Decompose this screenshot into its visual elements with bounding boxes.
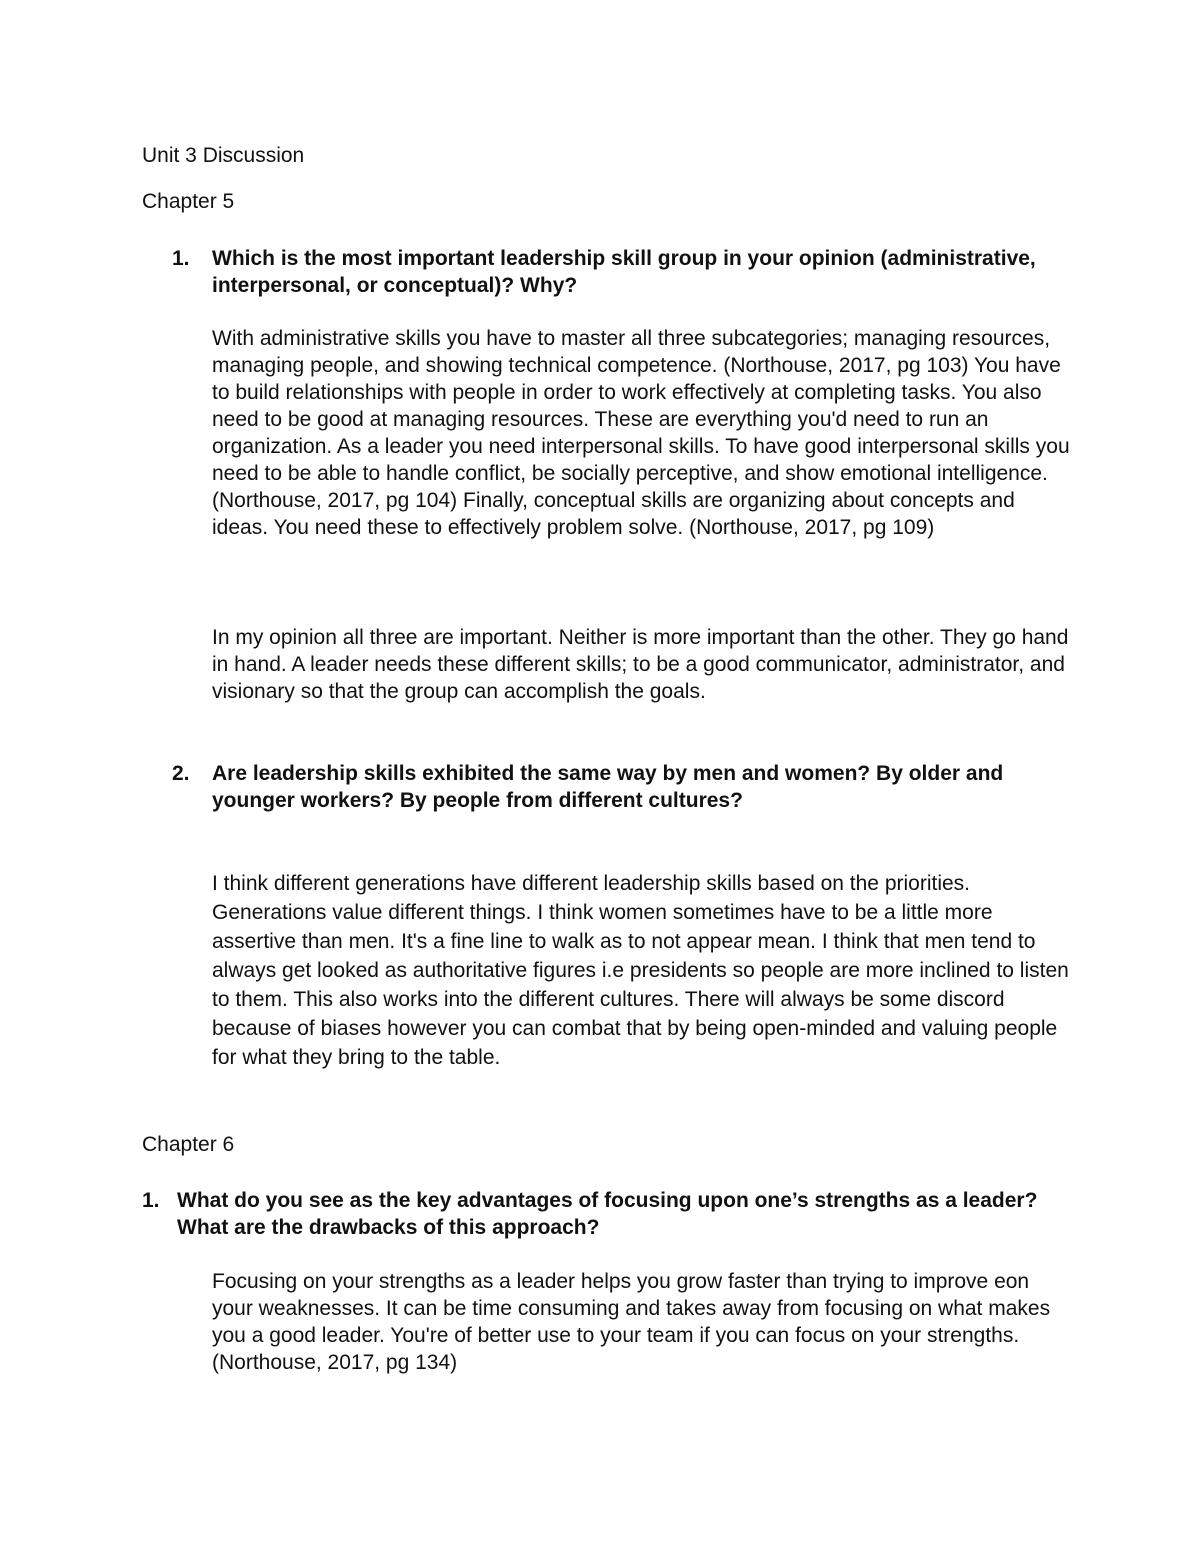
document-title: Unit 3 Discussion xyxy=(142,144,305,167)
chapter-5-answer-1-paragraph-1: With administrative skills you have to master all three subcategories; managing resources, managing people, and showing technical competence. (Northouse, 2017, pg 103) You have to build relationships with people in order to work effectively at completing tasks. You also need to be good at managing resources. These are everything you'd need to run an organization. As a leader you need interpersonal skills. To have good interpersonal skills you need to be able to handle conflict, be socially perceptive, and show emotional intelligence. (Northouse, 2017, pg 104) Finally, conceptual skills are organizing about concepts and ideas. You need these to effectively problem solve. (Northouse, 2017, pg 109) xyxy=(212,327,1070,539)
chapter-6-answer-1: Focusing on your strengths as a leader helps you grow faster than trying to improve eon your weaknesses. It can be time consuming and takes away from focusing on what makes you a good leader. You're of better use to your team if you can focus on your strengths. (Northouse, 2017, pg 134) xyxy=(212,1270,1051,1374)
question-text: Are leadership skills exhibited the same way by men and women? By older and younger workers? By people from different cultures? xyxy=(212,762,1004,812)
question-number: 1. xyxy=(142,1189,160,1212)
chapter-5-heading: Chapter 5 xyxy=(142,190,235,213)
chapter-5-answer-1-paragraph-2: In my opinion all three are important. Neither is more important than the other. They go hand in hand. A leader needs these different skills; to be a good communicator, administrator, and visionary so that the group can accomplish the goals. xyxy=(212,626,1069,703)
chapter-6-question-1 xyxy=(142,1187,1072,1241)
chapter-5-answer-2: I think different generations have different leadership skills based on the priorities. Generations value different things. I think women sometimes have to be a little more assertive than men. It's a fine line to walk as to not appear mean. I think that men tend to always get looked as authoritative figures i.e presidents so people are more inclined to listen to them. This also works into the different cultures. There will always be some discord because of biases however you can combat that by being open-minded and valuing people for what they bring to the table. xyxy=(212,872,1069,1069)
question-text: What do you see as the key advantages of focusing upon one’s strengths as a leader? What are the drawbacks of this approach? xyxy=(177,1189,1038,1239)
chapter-6-heading: Chapter 6 xyxy=(142,1133,235,1156)
question-number: 1. xyxy=(172,247,190,270)
question-number: 2. xyxy=(172,762,190,785)
question-text: Which is the most important leadership skill group in your opinion (administrative, interpersonal, or conceptual)? Why? xyxy=(212,247,1036,297)
chapter-5-question-1 xyxy=(172,245,1072,299)
chapter-5-question-2 xyxy=(172,760,1072,814)
